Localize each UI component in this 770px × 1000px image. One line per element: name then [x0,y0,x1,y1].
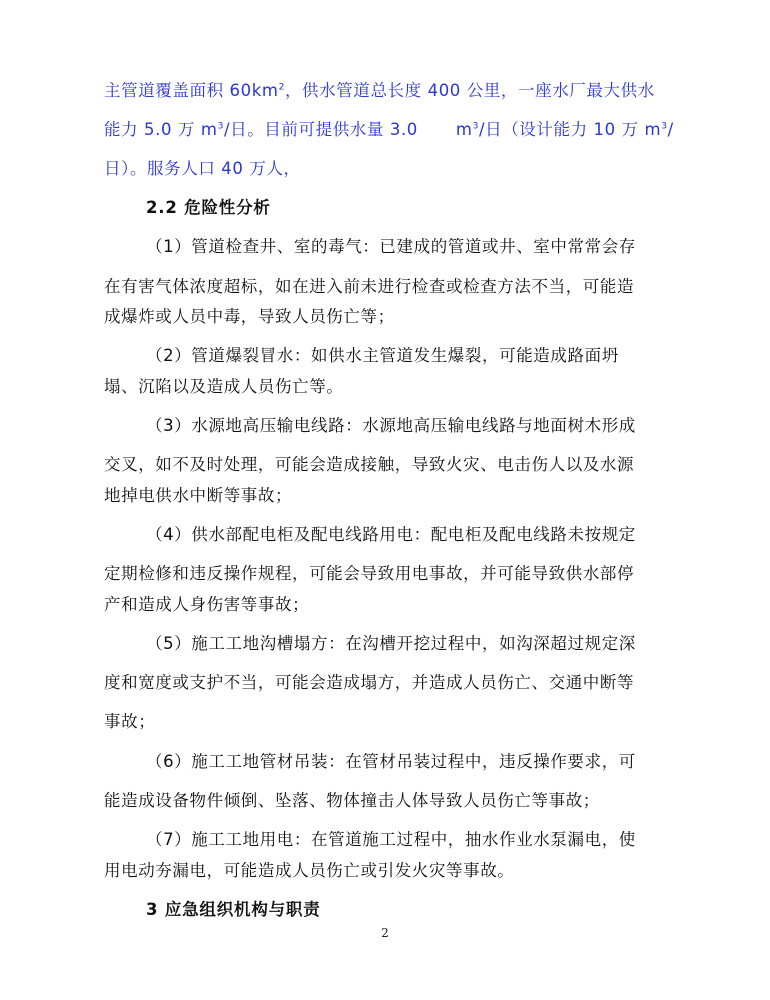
intro-line-2-sup1: 3 [217,121,224,132]
item-5-line-1: （5）施工工地沟槽塌方：在沟槽开挖过程中，如沟深超过规定深 [146,634,636,653]
intro-line-1-b: ，供水管道总长度 400 公里，一座水厂最大供水 [284,81,655,100]
item-1-line-1: （1）管道检查井、室的毒气：已建成的管道或井、室中常常会存 [146,237,636,256]
intro-line-1-a: 主管道覆盖面积 60km [104,81,279,100]
intro-line-2-e: / [667,120,674,139]
intro-line-2 [104,118,674,142]
item-2-line-2: 塌、沉陷以及造成人员伤亡等。 [104,377,344,396]
item-6-line-1: （6）施工工地管材吊装：在管材吊装过程中，违反操作要求，可 [146,752,636,771]
item-5-line-2: 度和宽度或支护不当，可能会造成塌方，并造成人员伤亡、交通中断等 [104,673,635,692]
item-4-line-1: （4）供水部配电柜及配电线路用电：配电柜及配电线路未按规定 [146,525,636,544]
intro-line-2-sup2: 3 [472,121,479,132]
item-3-line-2: 交叉，如不及时处理，可能会造成接触，导致火灾、电击伤人以及水源 [104,455,635,474]
item-1-line-3: 成爆炸或人员中毒，导致人员伤亡等； [104,307,395,326]
item-7-line-2: 用电动夯漏电，可能造成人员伤亡或引发火灾等事故。 [104,861,515,880]
item-6-line-2: 能造成设备物件倾倒、坠落、物体撞击人体导致人员伤亡等事故； [104,791,600,810]
section-heading-3: 3 应急组织机构与职责 [146,900,321,919]
item-1-line-2: 在有害气体浓度超标，如在进入前未进行检查或检查方法不当，可能造 [104,277,635,296]
item-2-line-1: （2）管道爆裂冒水：如供水主管道发生爆裂，可能造成路面坍 [146,346,619,365]
item-4-line-2: 定期检修和违反操作规程，可能会导致用电事故，并可能导致供水部停 [104,564,635,583]
item-3-line-1: （3）水源地高压输电线路：水源地高压输电线路与地面树木形成 [146,416,636,435]
intro-line-2-a: 能力 5.0 万 m [104,120,218,139]
intro-line-2-d: /日（设计能力 10 万 m [478,120,662,139]
section-heading-2-2: 2.2 危险性分析 [146,198,271,217]
item-4-line-3: 产和造成人身伤害等事故； [104,595,310,614]
page-number: 2 [381,926,389,940]
item-7-line-1: （7）施工工地用电：在管道施工过程中，抽水作业水泵漏电，使 [146,830,636,849]
intro-line-2-sup3: 3 [661,121,668,132]
intro-line-3: 日）。服务人口 40 万人， [104,159,301,178]
intro-line-2-b: /日。目前可提供水量 3.0 [223,120,418,139]
item-5-line-3: 事故； [104,712,156,731]
item-3-line-3: 地掉电供水中断等事故； [104,486,293,505]
intro-line-1 [104,79,664,103]
intro-line-1-sup: 2 [278,82,285,93]
intro-line-2-c: m [455,120,473,139]
